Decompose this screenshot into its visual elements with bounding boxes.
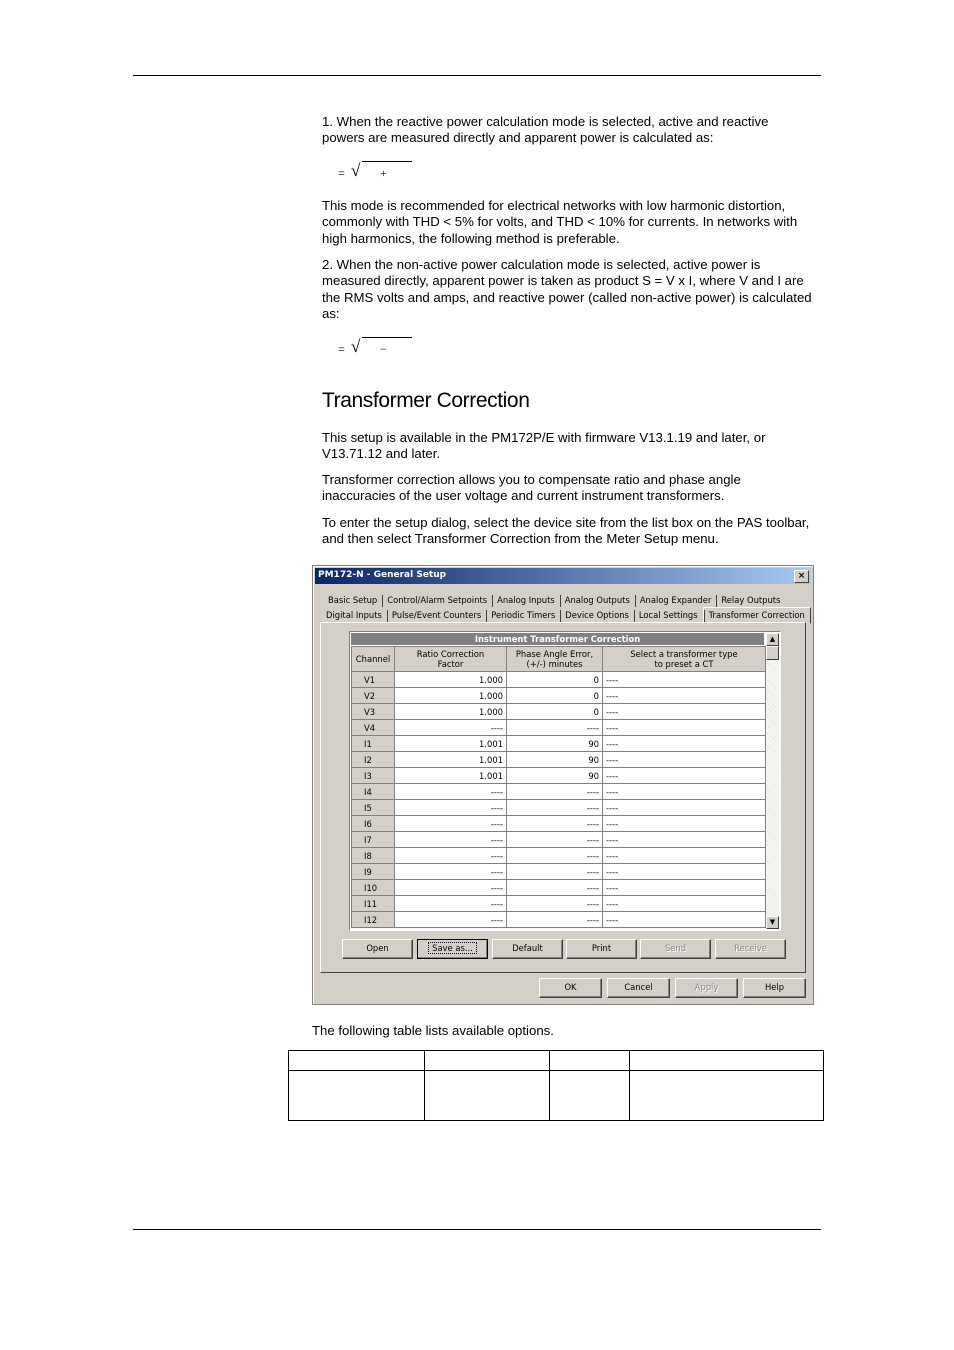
open-button[interactable] [342, 939, 413, 959]
formula-reactive-power [338, 335, 418, 359]
table-row [352, 912, 766, 928]
options-header-cell [550, 1051, 630, 1071]
grid-title: Instrument Transformer Correction [351, 633, 764, 645]
paragraph-instructions: To enter the setup dialog, select the device site from the list box on the PAS toolbar, and then select Transformer Correction from the Meter Setup menu. [322, 515, 810, 547]
ratio-cell[interactable]: 1.000 [395, 688, 507, 704]
options-cell [425, 1071, 550, 1121]
table-header-row [352, 647, 766, 672]
ratio-cell[interactable]: ---- [395, 720, 507, 736]
options-header-row [289, 1051, 824, 1071]
channel-cell: I6 [352, 816, 395, 832]
table-row [352, 784, 766, 800]
print-button[interactable] [566, 939, 637, 959]
tab-relay-outputs[interactable]: Relay Outputs [716, 593, 785, 607]
phase-cell[interactable]: ---- [507, 848, 603, 864]
transformer-correction-panel [320, 622, 806, 973]
scroll-thumb[interactable] [766, 646, 779, 660]
table-row [352, 720, 766, 736]
receive-label: Receive [734, 943, 767, 953]
paragraph-description: Transformer correction allows you to compensate ratio and phase angle inaccuracies of the user voltage and current instrument transformers. [322, 472, 741, 504]
channel-cell: I11 [352, 896, 395, 912]
ratio-cell[interactable]: ---- [395, 864, 507, 880]
paragraph-table-intro: The following table lists available options. [312, 1023, 554, 1038]
formula-equals: = [338, 342, 345, 356]
save-as-label: Save as... [428, 942, 477, 954]
table-row [352, 752, 766, 768]
transformer-type-cell[interactable]: ---- [603, 848, 766, 864]
table-row [352, 768, 766, 784]
general-setup-dialog [312, 565, 814, 1005]
ratio-cell[interactable]: 1.000 [395, 672, 507, 688]
correction-grid [349, 631, 781, 931]
table-row [352, 880, 766, 896]
options-header-cell [425, 1051, 550, 1071]
table-row [352, 864, 766, 880]
ratio-cell[interactable]: ---- [395, 896, 507, 912]
close-icon[interactable]: × [794, 570, 809, 583]
phase-cell[interactable]: 0 [507, 704, 603, 720]
ratio-cell[interactable]: ---- [395, 848, 507, 864]
phase-cell[interactable]: ---- [507, 864, 603, 880]
header-rule [133, 75, 821, 76]
table-row [352, 832, 766, 848]
channel-cell: I5 [352, 800, 395, 816]
default-button[interactable] [492, 939, 563, 959]
save-as-button[interactable] [417, 939, 488, 959]
ratio-cell[interactable]: 1.001 [395, 736, 507, 752]
tab-analog-expander[interactable]: Analog Expander [635, 593, 717, 607]
apply-label: Apply [694, 982, 719, 992]
table-row [352, 896, 766, 912]
ok-button[interactable] [539, 978, 602, 998]
tab-periodic-timers[interactable]: Periodic Timers [486, 608, 560, 622]
transformer-type-cell[interactable]: ---- [603, 688, 766, 704]
send-button[interactable] [640, 939, 711, 959]
table-row [352, 688, 766, 704]
tab-device-options[interactable]: Device Options [560, 608, 634, 622]
transformer-type-cell[interactable]: ---- [603, 720, 766, 736]
phase-cell[interactable]: ---- [507, 800, 603, 816]
section-heading: Transformer Correction [322, 389, 530, 412]
transformer-type-cell[interactable]: ---- [603, 736, 766, 752]
transformer-type-cell[interactable]: ---- [603, 896, 766, 912]
transformer-type-cell[interactable]: ---- [603, 704, 766, 720]
transformer-type-cell[interactable]: ---- [603, 784, 766, 800]
grid-scrollbar[interactable] [766, 633, 779, 929]
paragraph-availability: This setup is available in the PM172P/E with firmware V13.1.19 and later, or V13.71.12 and later. [322, 430, 766, 462]
channel-cell: I10 [352, 880, 395, 896]
options-header-cell [630, 1051, 824, 1071]
dialog-titlebar [315, 568, 811, 584]
phase-cell[interactable]: ---- [507, 816, 603, 832]
transformer-type-cell[interactable]: ---- [603, 880, 766, 896]
ratio-cell[interactable]: 1.000 [395, 704, 507, 720]
transformer-type-cell[interactable]: ---- [603, 912, 766, 928]
transformer-type-cell[interactable]: ---- [603, 768, 766, 784]
table-row [352, 800, 766, 816]
options-cell [289, 1071, 425, 1121]
phase-cell[interactable]: 90 [507, 736, 603, 752]
phase-cell[interactable]: ---- [507, 896, 603, 912]
receive-button[interactable] [715, 939, 786, 959]
scroll-down-icon[interactable]: ▼ [766, 916, 779, 929]
channel-cell: I7 [352, 832, 395, 848]
channel-cell: V3 [352, 704, 395, 720]
phase-cell[interactable]: 0 [507, 688, 603, 704]
channel-cell: I1 [352, 736, 395, 752]
paragraph-reactive-mode: 1. When the reactive power calculation mode is selected, active and reactive powers are measured directly and apparent power is calculated as: [322, 114, 769, 146]
transformer-type-cell[interactable]: ---- [603, 864, 766, 880]
footer-rule [133, 1229, 821, 1230]
tab-control-alarm-setpoints[interactable]: Control/Alarm Setpoints [382, 593, 492, 607]
ok-label: OK [564, 982, 577, 992]
channel-cell: I8 [352, 848, 395, 864]
header-phase-angle: Phase Angle Error, (+/-) minutes [507, 647, 603, 672]
options-cell [550, 1071, 630, 1121]
ratio-cell[interactable]: ---- [395, 784, 507, 800]
ratio-cell[interactable]: 1.001 [395, 768, 507, 784]
phase-cell[interactable]: ---- [507, 832, 603, 848]
channel-cell: I9 [352, 864, 395, 880]
cancel-label: Cancel [624, 982, 653, 992]
transformer-type-cell[interactable]: ---- [603, 832, 766, 848]
formula-apparent-power [338, 159, 418, 183]
channel-cell: V1 [352, 672, 395, 688]
root-bar [362, 337, 412, 338]
phase-cell[interactable]: ---- [507, 720, 603, 736]
scroll-up-icon[interactable]: ▲ [766, 633, 779, 646]
header-channel: Channel [352, 647, 395, 672]
transformer-type-cell[interactable]: ---- [603, 752, 766, 768]
formula-operator: − [380, 342, 387, 356]
phase-cell[interactable]: 90 [507, 768, 603, 784]
tab-analog-outputs[interactable]: Analog Outputs [560, 593, 635, 607]
channel-cell: I2 [352, 752, 395, 768]
options-cell [630, 1071, 824, 1121]
options-header-cell [289, 1051, 425, 1071]
phase-cell[interactable]: ---- [507, 784, 603, 800]
open-label: Open [366, 943, 389, 953]
options-table [288, 1050, 824, 1121]
ratio-cell[interactable]: ---- [395, 800, 507, 816]
transformer-type-cell[interactable]: ---- [603, 816, 766, 832]
default-label: Default [512, 943, 543, 953]
tab-row-2 [321, 608, 811, 623]
ratio-cell[interactable]: ---- [395, 912, 507, 928]
table-row [352, 848, 766, 864]
channel-cell: V2 [352, 688, 395, 704]
ratio-cell[interactable]: ---- [395, 880, 507, 896]
cancel-button[interactable] [607, 978, 670, 998]
ratio-cell[interactable]: ---- [395, 816, 507, 832]
phase-cell[interactable]: 0 [507, 672, 603, 688]
options-row [289, 1071, 824, 1121]
tab-basic-setup[interactable]: Basic Setup [328, 595, 378, 605]
header-ratio-correction: Ratio Correction Factor [395, 647, 507, 672]
phase-cell[interactable]: ---- [507, 912, 603, 928]
correction-table [351, 646, 766, 928]
root-bar [362, 161, 412, 162]
phase-cell[interactable]: 90 [507, 752, 603, 768]
square-root-icon: √ [351, 161, 361, 180]
table-row [352, 672, 766, 688]
formula-equals: = [338, 166, 345, 180]
paragraph-low-harmonic: This mode is recommended for electrical networks with low harmonic distortion, commonly with THD < 5% for volts, and THD < 10% for currents. In networks with high harmonics, the following method is preferable. [322, 198, 798, 246]
tab-transformer-correction[interactable]: Transformer Correction [703, 607, 811, 624]
channel-cell: I4 [352, 784, 395, 800]
help-label: Help [764, 982, 785, 992]
channel-cell: I12 [352, 912, 395, 928]
square-root-icon: √ [351, 337, 361, 356]
channel-cell: V4 [352, 720, 395, 736]
print-label: Print [591, 943, 612, 953]
tab-row-1 [323, 593, 785, 608]
table-row [352, 816, 766, 832]
tab-analog-inputs[interactable]: Analog Inputs [492, 593, 560, 607]
paragraph-non-active-mode: 2. When the non-active power calculation mode is selected, active power is measured directly, apparent power is taken as product S = V x I, where V and I are the RMS volts and amps, and reactive power (called non-active power) is calculated as: [322, 257, 812, 322]
table-row [352, 704, 766, 720]
tab-digital-inputs[interactable]: Digital Inputs [326, 610, 382, 620]
apply-button[interactable] [675, 978, 738, 998]
ratio-cell[interactable]: 1.001 [395, 752, 507, 768]
help-button[interactable] [743, 978, 806, 998]
tab-local-settings[interactable]: Local Settings [634, 608, 703, 622]
dialog-title: PM172-N - General Setup [318, 570, 447, 580]
header-transformer-type: Select a transformer type to preset a CT [603, 647, 766, 672]
transformer-type-cell[interactable]: ---- [603, 672, 766, 688]
ratio-cell[interactable]: ---- [395, 832, 507, 848]
phase-cell[interactable]: ---- [507, 880, 603, 896]
transformer-type-cell[interactable]: ---- [603, 800, 766, 816]
send-label: Send [664, 943, 687, 953]
tab-pulse-event-counters[interactable]: Pulse/Event Counters [387, 608, 486, 622]
channel-cell: I3 [352, 768, 395, 784]
table-row [352, 736, 766, 752]
formula-operator: + [380, 166, 387, 180]
